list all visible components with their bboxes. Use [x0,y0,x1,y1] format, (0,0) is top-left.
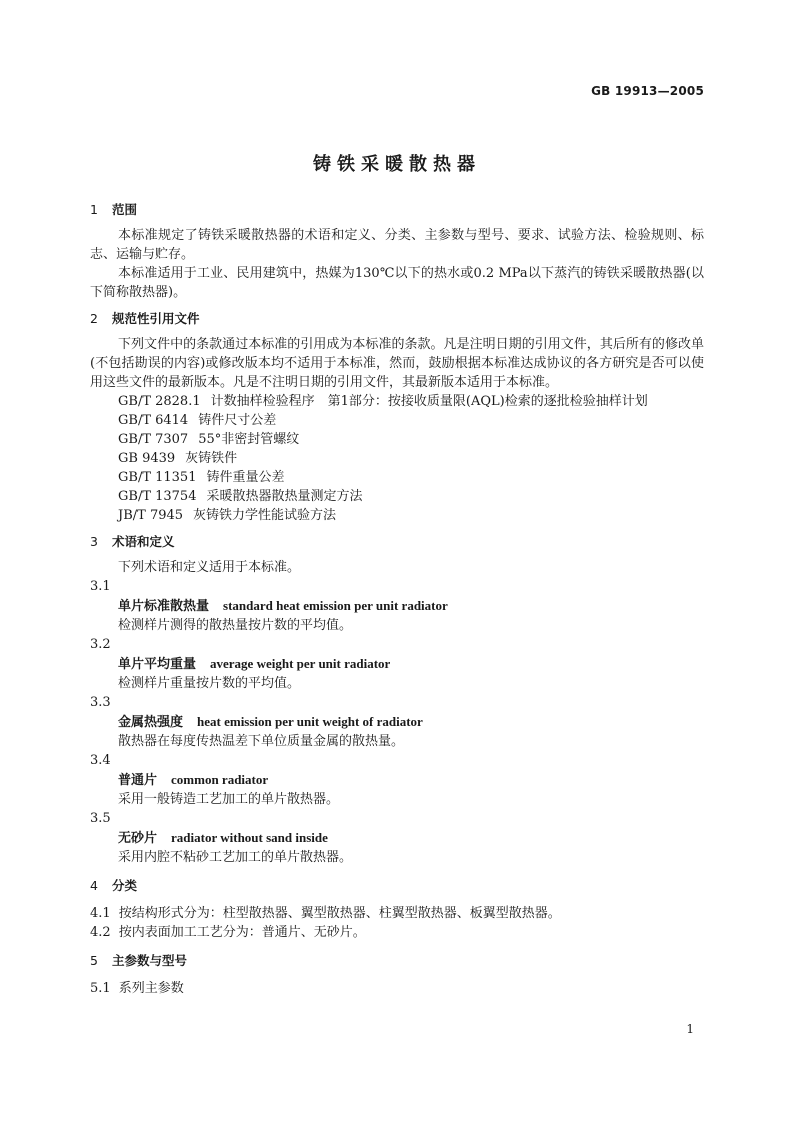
clause-item: 4.2 按内表面加工工艺分为：普通片、无砂片。 [90,925,366,940]
terms-intro: 下列术语和定义适用于本标准。 [118,560,301,575]
reference-item: GB/T 2828.1 计数抽样检验程序 第1部分：按接收质量限(AQL)检索的逐批检验抽样计划 [118,394,648,409]
section-4-heading: 4 分类 [90,878,138,893]
term-title: 无砂片 radiator without sand inside [118,830,328,846]
term-definition: 采用一般铸造工艺加工的单片散热器。 [118,792,340,807]
section-2-heading: 2 规范性引用文件 [90,311,200,326]
term-number: 3.3 [90,695,111,710]
section-1-heading: 1 范围 [90,202,138,217]
document-body [90,200,704,998]
scope-paragraph-2: 本标准适用于工业、民用建筑中，热媒为130℃以下的热水或0.2 MPa以下蒸汽的铸铁采暖散热器(以下简称散热器)。 [90,266,704,300]
term-definition: 散热器在每度传热温差下单位质量金属的散热量。 [118,734,405,749]
term-title: 单片平均重量 average weight per unit radiator [118,656,391,672]
term-number: 3.2 [90,637,111,652]
reference-item: GB/T 6414 铸件尺寸公差 [118,413,277,428]
term-number: 3.5 [90,811,111,826]
section-5-heading: 5 主参数与型号 [90,953,188,968]
document-title: 铸铁采暖散热器 [313,154,481,175]
section-3-heading: 3 术语和定义 [90,534,175,549]
standard-code: GB 19913—2005 [591,84,704,98]
term-definition: 检测样片测得的散热量按片数的平均值。 [118,618,353,633]
term-title: 金属热强度 heat emission per unit weight of radiator [118,714,423,730]
term-definition: 检测样片重量按片数的平均值。 [118,676,301,691]
term-title: 单片标准散热量 standard heat emission per unit radiator [118,598,448,614]
reference-item: GB 9439 灰铸铁件 [118,451,238,466]
page-number: 1 [686,1022,694,1036]
reference-item: JB/T 7945 灰铸铁力学性能试验方法 [118,508,337,523]
term-definition: 采用内腔不粘砂工艺加工的单片散热器。 [118,850,353,865]
term-number: 3.4 [90,753,111,768]
term-number: 3.1 [90,579,111,594]
reference-item: GB/T 7307 55°非密封管螺纹 [118,432,300,447]
term-title: 普通片 common radiator [118,772,269,788]
reference-item: GB/T 13754 采暖散热器散热量测定方法 [118,489,363,504]
clause-item: 5.1 系列主参数 [90,981,184,996]
clause-item: 4.1 按结构形式分为：柱型散热器、翼型散热器、柱翼型散热器、板翼型散热器。 [90,906,561,921]
normative-references-paragraph: 下列文件中的条款通过本标准的引用成为本标准的条款。凡是注明日期的引用文件，其后所有的修改单(不包括勘误的内容)或修改版本均不适用于本标准，然而，鼓励根据本标准达成协议的各方研究是否可以使用这些文件的最新版本。凡是不注明日期的引用文件，其最新版本适用于本标准。 [90,337,704,390]
scope-paragraph-1: 本标准规定了铸铁采暖散热器的术语和定义、分类、主参数与型号、要求、试验方法、检验规则、标志、运输与贮存。 [90,228,704,262]
reference-item: GB/T 11351 铸件重量公差 [118,470,285,485]
